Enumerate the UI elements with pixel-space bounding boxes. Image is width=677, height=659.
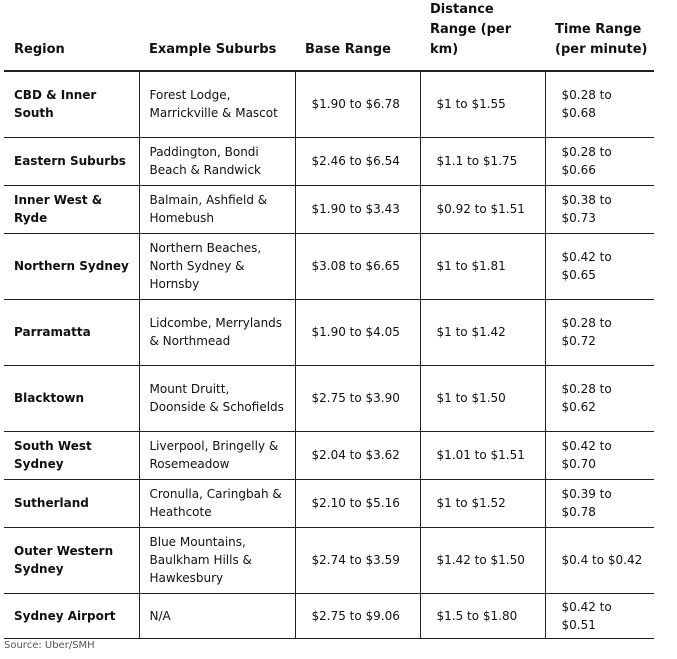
base-range-cell: $2.46 to $6.54 bbox=[295, 137, 420, 185]
header-row bbox=[4, 0, 654, 71]
time-range-cell: $0.28 to $0.68 bbox=[545, 71, 654, 137]
table-row bbox=[4, 137, 654, 185]
base-range-cell: $1.90 to $6.78 bbox=[295, 71, 420, 137]
suburbs-cell: Blue Mountains, Baulkham Hills & Hawkesbury bbox=[139, 527, 295, 593]
region-cell: Eastern Suburbs bbox=[4, 137, 139, 185]
suburbs-cell: Balmain, Ashfield & Homebush bbox=[139, 185, 295, 233]
source-note: Source: Uber/SMH bbox=[4, 640, 95, 651]
suburbs-cell: Northern Beaches, North Sydney & Hornsby bbox=[139, 233, 295, 299]
time-range-cell: $0.42 to $0.70 bbox=[545, 431, 654, 479]
base-range-cell: $1.90 to $4.05 bbox=[295, 299, 420, 365]
header-example-suburbs: Example Suburbs bbox=[139, 0, 295, 71]
suburbs-cell: Mount Druitt, Doonside & Schofields bbox=[139, 365, 295, 431]
region-cell: Sydney Airport bbox=[4, 593, 139, 638]
distance-range-cell: $1.42 to $1.50 bbox=[420, 527, 545, 593]
header-region: Region bbox=[4, 0, 139, 71]
table-row bbox=[4, 527, 654, 593]
base-range-cell: $2.75 to $3.90 bbox=[295, 365, 420, 431]
table-row bbox=[4, 233, 654, 299]
distance-range-cell: $1 to $1.42 bbox=[420, 299, 545, 365]
region-cell: Blacktown bbox=[4, 365, 139, 431]
table-header bbox=[4, 0, 654, 71]
time-range-cell: $0.28 to $0.62 bbox=[545, 365, 654, 431]
suburbs-cell: Paddington, Bondi Beach & Randwick bbox=[139, 137, 295, 185]
time-range-cell: $0.38 to $0.73 bbox=[545, 185, 654, 233]
time-range-cell: $0.39 to $0.78 bbox=[545, 479, 654, 527]
region-cell: Sutherland bbox=[4, 479, 139, 527]
time-range-cell: $0.42 to $0.51 bbox=[545, 593, 654, 638]
table-body bbox=[4, 71, 654, 638]
fare-ranges-table bbox=[4, 0, 654, 639]
table-row bbox=[4, 71, 654, 137]
region-cell: Inner West & Ryde bbox=[4, 185, 139, 233]
base-range-cell: $3.08 to $6.65 bbox=[295, 233, 420, 299]
header-base-range: Base Range bbox=[295, 0, 420, 71]
header-time-range: Time Range (per minute) bbox=[545, 0, 654, 71]
distance-range-cell: $1 to $1.81 bbox=[420, 233, 545, 299]
time-range-cell: $0.28 to $0.66 bbox=[545, 137, 654, 185]
region-cell: Parramatta bbox=[4, 299, 139, 365]
distance-range-cell: $1.01 to $1.51 bbox=[420, 431, 545, 479]
region-cell: Outer Western Sydney bbox=[4, 527, 139, 593]
time-range-cell: $0.42 to $0.65 bbox=[545, 233, 654, 299]
time-range-cell: $0.4 to $0.42 bbox=[545, 527, 654, 593]
region-cell: Northern Sydney bbox=[4, 233, 139, 299]
region-cell: South West Sydney bbox=[4, 431, 139, 479]
table-row bbox=[4, 479, 654, 527]
distance-range-cell: $1.1 to $1.75 bbox=[420, 137, 545, 185]
suburbs-cell: N/A bbox=[139, 593, 295, 638]
time-range-cell: $0.28 to $0.72 bbox=[545, 299, 654, 365]
suburbs-cell: Forest Lodge, Marrickville & Mascot bbox=[139, 71, 295, 137]
distance-range-cell: $1 to $1.50 bbox=[420, 365, 545, 431]
base-range-cell: $2.04 to $3.62 bbox=[295, 431, 420, 479]
distance-range-cell: $1 to $1.55 bbox=[420, 71, 545, 137]
distance-range-cell: $1 to $1.52 bbox=[420, 479, 545, 527]
region-cell: CBD & Inner South bbox=[4, 71, 139, 137]
suburbs-cell: Cronulla, Caringbah & Heathcote bbox=[139, 479, 295, 527]
suburbs-cell: Liverpool, Bringelly & Rosemeadow bbox=[139, 431, 295, 479]
table-row bbox=[4, 593, 654, 638]
base-range-cell: $1.90 to $3.43 bbox=[295, 185, 420, 233]
distance-range-cell: $0.92 to $1.51 bbox=[420, 185, 545, 233]
table-row bbox=[4, 431, 654, 479]
base-range-cell: $2.74 to $3.59 bbox=[295, 527, 420, 593]
distance-range-cell: $1.5 to $1.80 bbox=[420, 593, 545, 638]
base-range-cell: $2.75 to $9.06 bbox=[295, 593, 420, 638]
table-row bbox=[4, 299, 654, 365]
header-distance-range: Distance Range (per km) bbox=[420, 0, 545, 71]
table-row bbox=[4, 365, 654, 431]
suburbs-cell: Lidcombe, Merrylands & Northmead bbox=[139, 299, 295, 365]
table-row bbox=[4, 185, 654, 233]
base-range-cell: $2.10 to $5.16 bbox=[295, 479, 420, 527]
